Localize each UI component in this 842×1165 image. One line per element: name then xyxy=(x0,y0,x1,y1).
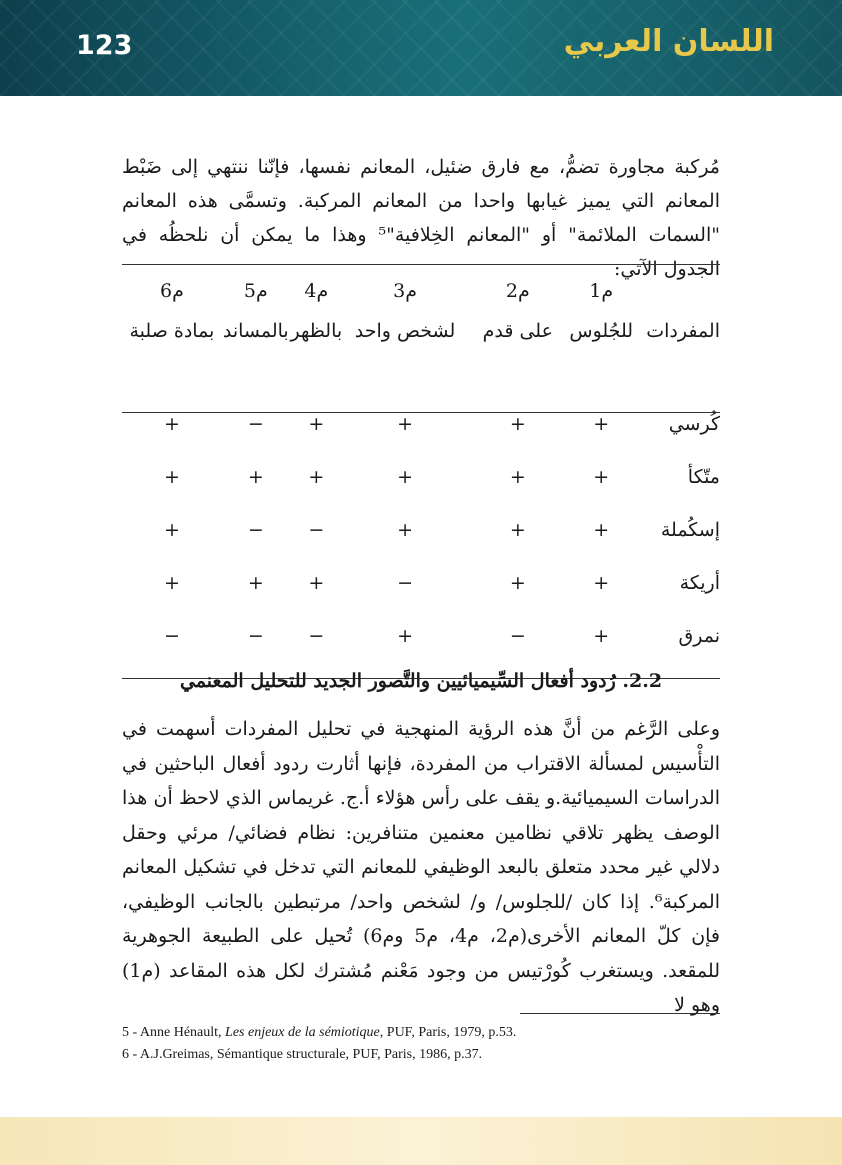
footer-band xyxy=(0,1117,842,1165)
paragraph-intro: مُركبة مجاورة تضمُّ، مع فارق ضئيل، المعانم نفسها، فإنّنا ننتهي إلى ضَبْط المعانم التي يميز غيابها واحدا من المعانم المركبة. وتسمَّى هذه المعانم "السمات الملائمة" أو "المعانم الخِلافية"⁵ وهذا ما يمكن أن نلحظُه في الجدول الآتي: xyxy=(122,156,720,280)
table-row xyxy=(122,280,720,316)
table-sign: + xyxy=(509,466,526,488)
table-sign: − xyxy=(247,413,264,435)
table-sign: − xyxy=(247,625,264,647)
table-code: م3 xyxy=(393,280,417,302)
table-row xyxy=(122,413,720,467)
table-row xyxy=(122,519,720,572)
page-header xyxy=(0,0,842,96)
table-sign: − xyxy=(509,625,526,647)
table-top-rule xyxy=(122,264,720,265)
table-word: إسكُملة xyxy=(660,519,720,541)
table-sign: − xyxy=(247,519,264,541)
table-sign: + xyxy=(509,519,526,541)
footnote-prefix: 6 - A.J.Greimas, Sémantique structurale, PUF, Paris, 1986, p.37. xyxy=(122,1047,483,1062)
table-header: لشخص واحد xyxy=(354,320,456,342)
footnote-prefix: 5 - Anne Hénault, xyxy=(122,1025,226,1040)
section-title: 2.2. رُدود أفعال السِّيميائيين والتَّصور الجديد للتحليل المعنمي xyxy=(179,670,663,692)
table-word: أريكة xyxy=(679,572,720,594)
table-sign: − xyxy=(308,519,325,541)
footnote-title: Les enjeux de la sémiotique xyxy=(225,1025,380,1040)
table-word: متّكأ xyxy=(687,466,720,488)
table-sign: + xyxy=(397,466,413,488)
table-sign: + xyxy=(593,625,610,647)
table-header: بالظهر xyxy=(290,320,343,342)
table-header-label: المفردات xyxy=(646,320,720,342)
table-sign: + xyxy=(593,572,610,594)
page-number: 123 xyxy=(76,30,133,61)
table-sign: + xyxy=(163,466,180,488)
table-sign: + xyxy=(509,413,526,435)
table-sign: + xyxy=(308,572,325,594)
table-sign: + xyxy=(397,519,413,541)
table-header: بمادة صلبة xyxy=(129,320,215,342)
table-code: م1 xyxy=(589,280,614,302)
table-code: م2 xyxy=(505,280,530,302)
table-sign: − xyxy=(163,625,180,647)
lexeme-table xyxy=(122,280,720,679)
table-sign: + xyxy=(247,466,264,488)
table-sign: + xyxy=(593,413,610,435)
table-word: نمرق xyxy=(678,625,720,647)
footnotes xyxy=(122,1022,720,1066)
table-sign: + xyxy=(308,413,325,435)
table-sign: + xyxy=(247,572,264,594)
footnote-divider xyxy=(520,1013,720,1014)
table-sign: − xyxy=(308,625,325,647)
table-sign: + xyxy=(163,572,180,594)
table-corner xyxy=(634,280,720,316)
table-header: للجُلوس xyxy=(569,320,634,342)
table-row xyxy=(122,316,720,413)
table-sign: + xyxy=(308,466,325,488)
table-sign: + xyxy=(397,413,413,435)
table-header: على قدم xyxy=(482,320,553,342)
table-sign: + xyxy=(163,519,180,541)
table-code: م5 xyxy=(243,280,268,302)
table-sign: − xyxy=(397,572,413,594)
table-code: م6 xyxy=(160,280,184,302)
journal-logo: اللسان العربي xyxy=(563,24,774,59)
table-word: كُرسي xyxy=(668,413,720,435)
footnote-5 xyxy=(122,1022,720,1044)
table-sign: + xyxy=(593,466,610,488)
table-header: بالمساند xyxy=(222,320,289,342)
table-sign: + xyxy=(593,519,610,541)
table-row xyxy=(122,466,720,519)
table-sign: + xyxy=(397,625,413,647)
footnote-6 xyxy=(122,1044,720,1066)
paragraph-body: وعلى الرَّغم من أنَّ هذه الرؤية المنهجية في تحليل المفردات أسهمت في التأْسيس لمسألة الاقتراب من المفردة، فإنها أثارت ردود أفعال الباحثين في الدراسات السيميائية.و يقف على رأس هؤلاء أ.ج. غريماس الذي لاحظ أن هذا الوصف يظهر تلاقي نظامين معنمين متنافرين: نظام فضائي/ مرئي وحقل دلالي غير محدد متعلق بالبعد الوظيفي للمعانم التي تدخل في تشكيل المعانم المركبة⁶. إذا كان /للجلوس/ و/ لشخص واحد/ مرتبطين بالجانب الوظيفي، فإن كلّ المعانم الأخرى(م2، م4، م5 وم6) تُحيل على الطبيعة الجوهرية للمقعد. ويستغرب كُورْتيس من وجود مَعْنم مُشترك لكل هذه المقاعد (م1) وهو لا xyxy=(122,718,721,1016)
table-row xyxy=(122,572,720,625)
table-code: م4 xyxy=(304,280,329,302)
table-sign: + xyxy=(163,413,180,435)
footnote-suffix: , PUF, Paris, 1979, p.53. xyxy=(379,1025,517,1040)
table-sign: + xyxy=(509,572,526,594)
